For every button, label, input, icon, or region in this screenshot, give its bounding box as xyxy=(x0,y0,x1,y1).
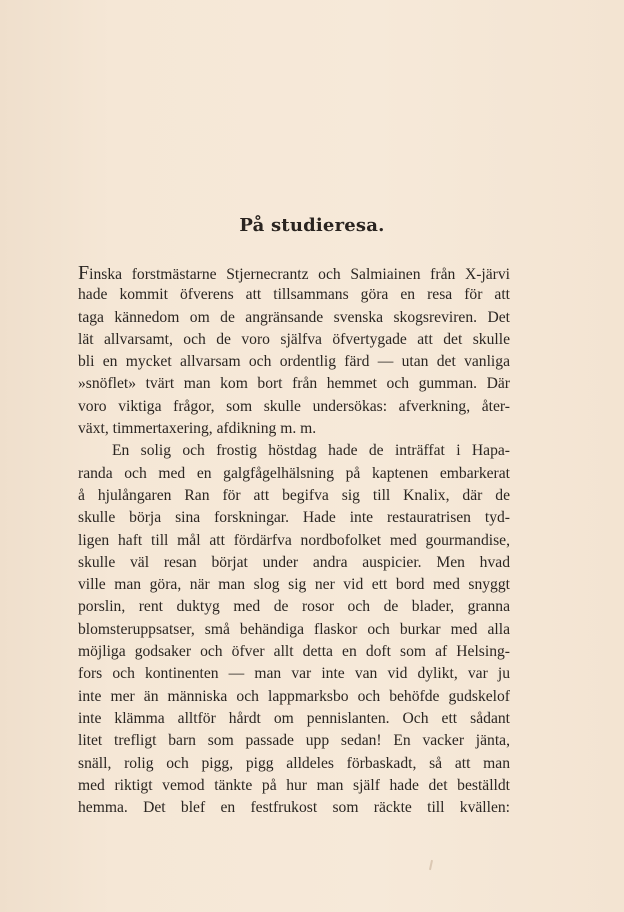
text-line: voro viktiga frågor, som skulle undersökas: afverkning, åter- xyxy=(78,397,510,415)
paragraph xyxy=(78,262,510,440)
chapter-title: På studieresa. xyxy=(239,215,385,236)
text-line: inte mer än människa och lappmarksbo och behöfde gudskelof xyxy=(78,687,510,705)
text-line: fors och kontinenten — man var inte van vid dylikt, var ju xyxy=(78,665,510,683)
text-line: ligen haft till mål att fördärfva nordbofolket med gourmandise, xyxy=(78,531,510,549)
text-line: bli en mycket allvarsam och ordentlig färd — utan det vanliga xyxy=(78,353,510,371)
paragraph xyxy=(78,440,510,819)
text-line: Finska forstmästarne Stjernecrantz och Salmiainen från X-järvi xyxy=(78,262,510,284)
text-line: litet trefligt barn som passade upp sedan! En vacker jänta, xyxy=(78,732,510,750)
text-line: randa och med en galgfågelhälsning på kaptenen embarkerat xyxy=(78,464,510,482)
text-line: hade kommit öfverens att tillsammans göra en resa för att xyxy=(78,286,510,304)
text-line: möjliga godsaker och öfver allt detta en doft som af Helsing- xyxy=(78,643,510,661)
paper-speck xyxy=(429,860,433,870)
text-line: hemma. Det blef en festfrukost som räckte till kvällen: xyxy=(78,799,510,817)
text-line: taga kännedom om de angränsande svenska skogsreviren. Det xyxy=(78,308,510,326)
text-line: En solig och frostig höstdag hade de inträffat i Hapa- xyxy=(112,442,510,460)
text-line: skulle väl resan börjat under andra auspicier. Men hvad xyxy=(78,553,510,571)
text-line: skulle börja sina forskningar. Hade inte restauratrisen tyd- xyxy=(78,509,510,527)
text-line: inte klämma alltför hårdt om pennislanten. Och ett sådant xyxy=(78,709,510,727)
body-text xyxy=(78,262,510,819)
text-line: växt, timmertaxering, afdikning m. m. xyxy=(78,420,317,438)
text-line: å hjulångaren Ran för att begifva sig till Knalix, där de xyxy=(78,486,510,504)
text-line: lät allvarsamt, och de voro själfva öfvertygade att det skulle xyxy=(78,330,510,348)
text-line: ville man göra, när man slog sig ner vid ett bord med snyggt xyxy=(78,576,510,594)
text-line: porslin, rent duktyg med de rosor och de blader, granna xyxy=(78,598,510,616)
text-line: snäll, rolig och pigg, pigg alldeles förbaskadt, så att man xyxy=(78,754,510,772)
text-line: »snöflet» tvärt man kom bort från hemmet och gumman. Där xyxy=(78,375,510,393)
text-line: med riktigt vemod tänkte på hur man själf hade det beställdt xyxy=(78,776,510,794)
text-line: blomsteruppsatser, små behändiga flaskor och burkar med alla xyxy=(78,620,510,638)
